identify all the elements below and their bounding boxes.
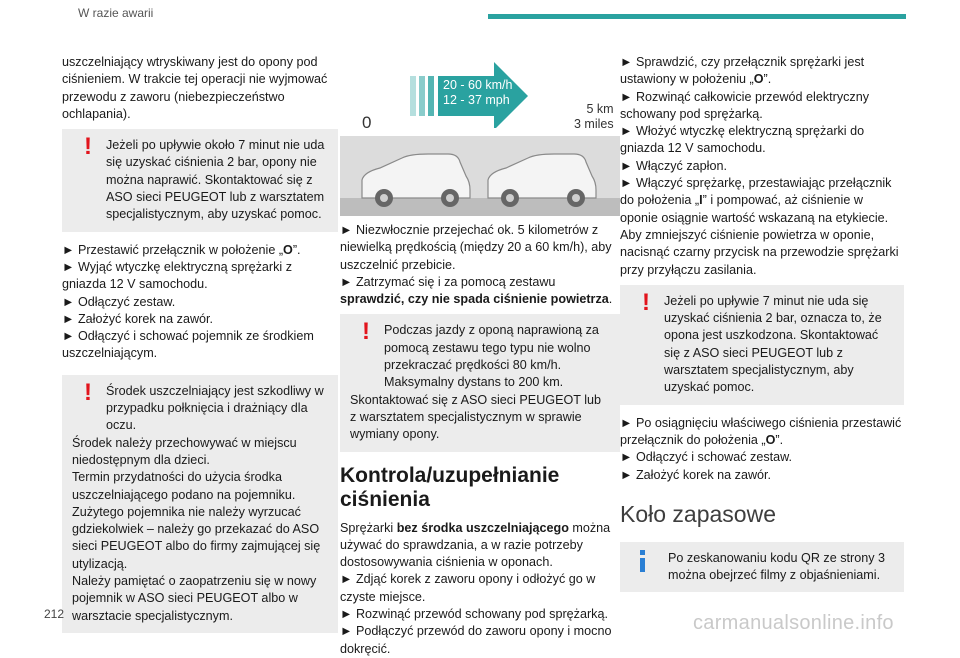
step: ► Włączyć sprężarkę, przestawiając przełącznik do położenia „I” i pompować, aż ciśnienie w oponie osiągnie wartość wskazaną na etykiecie. Aby zmniejszyć ciśnienie powietrza w oponie, nacisnąć czarny przycisk na przewodzie sprężarki przy przyłączu zasilania. xyxy=(620,176,899,277)
warning-box xyxy=(62,375,338,633)
warning-text: Środek uszczelniający jest szkodliwy w przypadku połknięcia i drażniący dla oczu. xyxy=(106,383,324,433)
warning-exclamation-icon: ! xyxy=(362,318,370,346)
speed-kmh: 20 - 60 km/h xyxy=(443,78,513,92)
distance-miles: 3 miles xyxy=(574,117,614,131)
warning-text: Skontaktować się z ASO sieci PEUGEOT lub z warsztatem specjalistycznym w sprawie wymiany opony. xyxy=(350,392,602,442)
header-title: W razie awarii xyxy=(78,6,154,20)
warning-exclamation-icon: ! xyxy=(84,378,92,406)
column-3 xyxy=(620,54,904,602)
driving-figure xyxy=(340,54,620,214)
step: ► Odłączyć i schować pojemnik ze środkiem uszczelniającym. xyxy=(62,329,314,361)
step: ► Wyjąć wtyczkę elektryczną sprężarki z gniazda 12 V samochodu. xyxy=(62,259,292,292)
paragraph: Sprężarki bez środka uszczelniającego można używać do sprawdzania, a w razie potrzeby dostosowywania ciśnienia w oponach. xyxy=(340,520,611,570)
speed-range xyxy=(443,78,512,108)
step: ► Sprawdzić, czy przełącznik sprężarki jest ustawiony w położeniu „O”. xyxy=(620,55,865,87)
warning-text: Podczas jazdy z oponą naprawioną za pomocą zestawu tego typu nie wolno przekraczać prędkości 80 km/h. Maksymalny dystans to 200 km. xyxy=(384,323,599,390)
warning-text: Jeżeli po upływie 7 minut nie uda się uzyskać ciśnienia 2 bar, oznacza to, że opona jest uszkodzona. Skontaktować się z ASO sieci PEUGEOT lub z warsztatem specjalistycznym, aby uzyskać pomoc. xyxy=(664,293,882,395)
speed-mph: 12 - 37 mph xyxy=(443,93,510,107)
step: ► Włożyć wtyczkę elektryczną sprężarki do gniazda 12 V samochodu. xyxy=(620,124,865,156)
warning-text: Zużytego pojemnika nie należy wyrzucać gdziekolwiek – należy go przekazać do ASO sieci PEUGEOT albo do firmy zajmującej się utylizacją. xyxy=(72,504,321,571)
watermark: carmanualsonline.info xyxy=(693,612,894,634)
warning-text: Należy pamiętać o zaopatrzeniu się w nowy pojemnik w ASO sieci PEUGEOT albo w warsztacie specjalistycznym. xyxy=(72,574,317,623)
start-distance: 0 xyxy=(362,113,372,132)
step: ► Odłączyć zestaw. xyxy=(62,294,176,309)
step: ► Niezwłocznie przejechać ok. 5 kilometrów z niewielką prędkością (między 20 a 60 km/h), aby uszczelnić przebicie. xyxy=(340,223,612,272)
target-distance xyxy=(574,102,614,132)
warning-box xyxy=(62,129,338,231)
info-text: Po zeskanowaniu kodu QR ze strony 3 można obejrzeć filmy z objaśnieniami. xyxy=(668,550,886,583)
step: ► Założyć korek na zawór. xyxy=(620,467,772,482)
distance-km: 5 km xyxy=(586,102,614,116)
step: ► Założyć korek na zawór. xyxy=(62,311,214,326)
section-heading: Koło zapasowe xyxy=(620,500,776,527)
step: ► Zdjąć korek z zaworu opony i odłożyć go w czyste miejsce. xyxy=(340,572,596,604)
step: ► Odłączyć i schować zestaw. xyxy=(620,450,793,465)
step: ► Rozwinąć przewód schowany pod sprężarką. xyxy=(340,607,608,622)
warning-text: Termin przydatności do użycia środka uszczelniającego podano na pojemniku. xyxy=(72,470,296,502)
warning-box xyxy=(620,285,904,405)
warning-text: Jeżeli po upływie około 7 minut nie uda się uzyskać ciśnienia 2 bar, opony nie można naprawić. Skontaktować się z ASO sieci PEUGEOT lub z warsztatem specjalistycznym, aby uzyskać pomoc. xyxy=(106,138,325,222)
page-number: 212 xyxy=(44,607,65,621)
column-1 xyxy=(62,54,338,643)
step: ► Rozwinąć całkowicie przewód elektryczny schowany pod sprężarką. xyxy=(620,89,870,121)
section-heading: Kontrola/uzupełnianie ciśnienia xyxy=(340,463,560,511)
warning-box xyxy=(340,314,620,451)
column-2 xyxy=(340,54,620,658)
info-box xyxy=(620,542,904,593)
warning-exclamation-icon: ! xyxy=(642,288,650,316)
header-accent-bar xyxy=(488,14,906,19)
warning-exclamation-icon: ! xyxy=(84,133,92,161)
step: ► Podłączyć przewód do zaworu opony i mocno dokręcić. xyxy=(340,624,612,656)
step: ► Włączyć zapłon. xyxy=(620,158,727,173)
step: ► Przestawić przełącznik w położenie „O”. xyxy=(62,242,301,257)
paragraph: uszczelniający wtryskiwany jest do opony pod ciśnieniem. W trakcie tej operacji nie wyjmować przewodu z zaworu (niebezpieczeństwo ochlapania). xyxy=(62,55,328,121)
step: ► Po osiągnięciu właściwego ciśnienia przestawić przełącznik do położenia „O”. xyxy=(620,415,902,447)
warning-text: Środek należy przechowywać w miejscu niedostępnym dla dzieci. xyxy=(72,435,297,467)
cars-illustration xyxy=(340,136,620,216)
info-icon xyxy=(640,550,645,572)
step: ► Zatrzymać się i za pomocą zestawu sprawdzić, czy nie spada ciśnienie powietrza. xyxy=(340,274,613,307)
